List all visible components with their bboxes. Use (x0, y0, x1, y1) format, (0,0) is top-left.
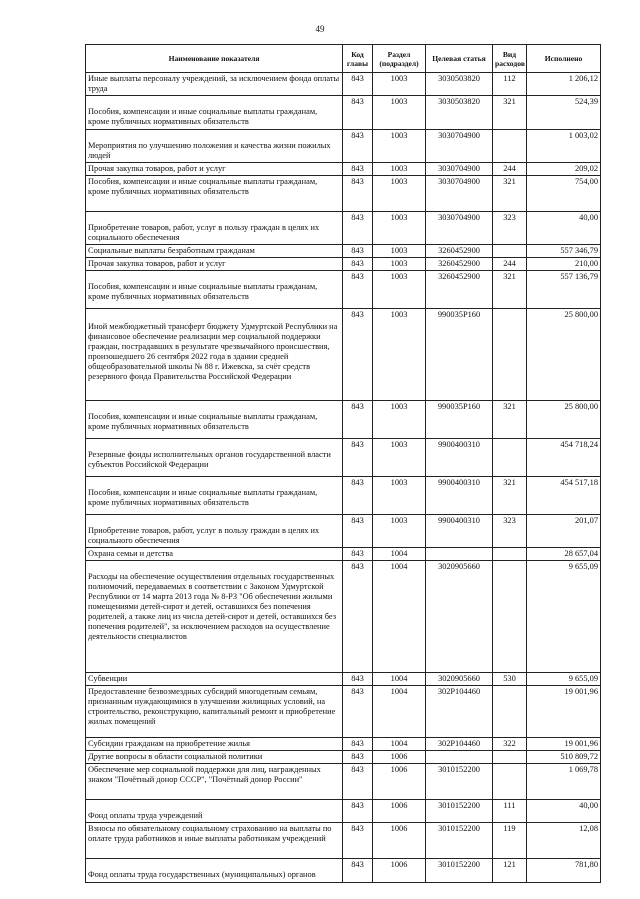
cell-code: 843 (343, 686, 373, 738)
cell-name: Резервные фонды исполнительных органов государственной власти субъектов Российской Федерации (86, 439, 343, 477)
cell-section: 1003 (373, 163, 426, 176)
cell-target: 3010152200 (426, 823, 493, 859)
cell-amount: 454 517,18 (527, 477, 601, 515)
table-row (86, 163, 601, 176)
cell-name: Обеспечение мер социальной поддержки для лиц, награжденных знаком "Почётный донор СССР", "Почётный донор России" (86, 764, 343, 800)
cell-amount: 524,39 (527, 96, 601, 130)
cell-section: 1003 (373, 258, 426, 271)
table-row (86, 686, 601, 738)
cell-amount: 40,00 (527, 800, 601, 823)
cell-expense-type: 530 (493, 673, 527, 686)
cell-section: 1003 (373, 401, 426, 439)
cell-section: 1006 (373, 859, 426, 883)
cell-target (426, 751, 493, 764)
cell-code: 843 (343, 800, 373, 823)
cell-name: Иные выплаты персоналу учреждений, за исключением фонда оплаты труда (86, 73, 343, 96)
table-row (86, 271, 601, 309)
cell-code: 843 (343, 477, 373, 515)
cell-amount: 454 718,24 (527, 439, 601, 477)
cell-section: 1003 (373, 309, 426, 401)
cell-amount: 9 655,09 (527, 561, 601, 673)
cell-name: Пособия, компенсации и иные социальные выплаты гражданам, кроме публичных нормативных обязательств (86, 401, 343, 439)
table-row (86, 738, 601, 751)
page-number: 49 (315, 24, 325, 34)
cell-expense-type: 119 (493, 823, 527, 859)
header-name: Наименование показателя (86, 45, 343, 73)
cell-section: 1004 (373, 686, 426, 738)
cell-expense-type (493, 561, 527, 673)
cell-name: Субсидии гражданам на приобретение жилья (86, 738, 343, 751)
cell-code: 843 (343, 859, 373, 883)
cell-section: 1003 (373, 176, 426, 212)
cell-amount: 1 069,78 (527, 764, 601, 800)
table-row (86, 561, 601, 673)
cell-expense-type: 121 (493, 859, 527, 883)
table-row (86, 309, 601, 401)
cell-amount: 19 001,96 (527, 738, 601, 751)
cell-target: 9900400310 (426, 439, 493, 477)
cell-expense-type: 321 (493, 477, 527, 515)
cell-code: 843 (343, 439, 373, 477)
cell-amount: 781,80 (527, 859, 601, 883)
cell-amount: 210,00 (527, 258, 601, 271)
cell-section: 1004 (373, 738, 426, 751)
cell-expense-type (493, 751, 527, 764)
cell-target: 990035Р160 (426, 309, 493, 401)
cell-section: 1006 (373, 800, 426, 823)
cell-section: 1003 (373, 245, 426, 258)
cell-name: Взносы по обязательному социальному страхованию на выплаты по оплате труда работников и иные выплаты работникам учреждений (86, 823, 343, 859)
cell-code: 843 (343, 212, 373, 245)
cell-section: 1003 (373, 271, 426, 309)
cell-code: 843 (343, 258, 373, 271)
cell-code: 843 (343, 163, 373, 176)
cell-target: 3030503820 (426, 73, 493, 96)
cell-expense-type (493, 130, 527, 163)
cell-expense-type: 321 (493, 401, 527, 439)
cell-section: 1006 (373, 823, 426, 859)
table-row (86, 764, 601, 800)
cell-expense-type: 322 (493, 738, 527, 751)
cell-name: Субвенции (86, 673, 343, 686)
table-row (86, 130, 601, 163)
cell-name: Пособия, компенсации и иные социальные выплаты гражданам, кроме публичных нормативных обязательств (86, 271, 343, 309)
cell-name: Приобретение товаров, работ, услуг в пользу граждан в целях их социального обеспечения (86, 515, 343, 548)
header-section: Раздел (подраздел) (373, 45, 426, 73)
cell-name: Приобретение товаров, работ, услуг в пользу граждан в целях их социального обеспечения (86, 212, 343, 245)
table-header-row (86, 45, 601, 73)
cell-section: 1004 (373, 548, 426, 561)
cell-code: 843 (343, 130, 373, 163)
cell-amount: 25 800,00 (527, 309, 601, 401)
cell-code: 843 (343, 73, 373, 96)
cell-code: 843 (343, 751, 373, 764)
cell-name: Пособия, компенсации и иные социальные выплаты гражданам, кроме публичных нормативных обязательств (86, 176, 343, 212)
cell-section: 1003 (373, 439, 426, 477)
cell-expense-type: 112 (493, 73, 527, 96)
cell-section: 1003 (373, 130, 426, 163)
cell-target: 3010152200 (426, 800, 493, 823)
cell-expense-type: 321 (493, 271, 527, 309)
table-row (86, 751, 601, 764)
header-code: Код главы (343, 45, 373, 73)
cell-amount: 9 655,09 (527, 673, 601, 686)
cell-name: Социальные выплаты безработным гражданам (86, 245, 343, 258)
cell-expense-type: 111 (493, 800, 527, 823)
cell-section: 1003 (373, 73, 426, 96)
cell-code: 843 (343, 823, 373, 859)
cell-code: 843 (343, 245, 373, 258)
cell-target: 3260452900 (426, 271, 493, 309)
cell-name: Мероприятия по улучшению положения и качества жизни пожилых людей (86, 130, 343, 163)
cell-target: 302Р104460 (426, 686, 493, 738)
cell-section: 1003 (373, 477, 426, 515)
cell-amount: 28 657,04 (527, 548, 601, 561)
cell-amount: 40,00 (527, 212, 601, 245)
cell-target: 3030503820 (426, 96, 493, 130)
cell-target: 3260452900 (426, 258, 493, 271)
cell-section: 1003 (373, 212, 426, 245)
cell-target: 3020905660 (426, 673, 493, 686)
header-expense-type: Вид расходов (493, 45, 527, 73)
table-row (86, 673, 601, 686)
cell-code: 843 (343, 764, 373, 800)
cell-target: 3030704900 (426, 212, 493, 245)
cell-target: 3260452900 (426, 245, 493, 258)
cell-code: 843 (343, 309, 373, 401)
table-row (86, 800, 601, 823)
cell-expense-type (493, 439, 527, 477)
cell-expense-type: 323 (493, 515, 527, 548)
cell-amount: 557 346,79 (527, 245, 601, 258)
table-row (86, 73, 601, 96)
cell-name: Фонд оплаты труда государственных (муниципальных) органов (86, 859, 343, 883)
cell-amount: 12,08 (527, 823, 601, 859)
cell-amount: 209,02 (527, 163, 601, 176)
cell-expense-type: 321 (493, 96, 527, 130)
cell-section: 1003 (373, 515, 426, 548)
cell-target: 3010152200 (426, 764, 493, 800)
cell-section: 1004 (373, 673, 426, 686)
cell-target: 3030704900 (426, 163, 493, 176)
cell-expense-type (493, 548, 527, 561)
cell-target (426, 548, 493, 561)
cell-code: 843 (343, 515, 373, 548)
cell-code: 843 (343, 96, 373, 130)
table-row (86, 823, 601, 859)
cell-name: Пособия, компенсации и иные социальные выплаты гражданам, кроме публичных нормативных обязательств (86, 477, 343, 515)
cell-section: 1003 (373, 96, 426, 130)
cell-expense-type (493, 309, 527, 401)
table-row (86, 515, 601, 548)
cell-code: 843 (343, 271, 373, 309)
budget-table (85, 44, 601, 883)
cell-expense-type (493, 245, 527, 258)
table-row (86, 439, 601, 477)
table-row (86, 212, 601, 245)
table-row (86, 548, 601, 561)
cell-amount: 25 800,00 (527, 401, 601, 439)
cell-section: 1004 (373, 561, 426, 673)
cell-name: Охрана семьи и детства (86, 548, 343, 561)
cell-name: Иной межбюджетный трансферт бюджету Удмуртской Республики на финансовое обеспечение реализации мер социальной поддержки граждан, пострадавших в результате чрезвычайного происшествия, произошедшего 26 сентября 2022 года в здании средней общеобразовательной школы № 88 г. Ижевска, за счёт средств резервного фонда Правительства Российской Федерации (86, 309, 343, 401)
cell-name: Другие вопросы в области социальной политики (86, 751, 343, 764)
cell-target: 3030704900 (426, 176, 493, 212)
cell-expense-type: 244 (493, 258, 527, 271)
table-row (86, 96, 601, 130)
cell-code: 843 (343, 561, 373, 673)
cell-target: 3020905660 (426, 561, 493, 673)
cell-name: Расходы на обеспечение осуществления отдельных государственных полномочий, передаваемых в соответствии с Законом Удмуртской Республики от 14 марта 2013 года № 8-РЗ "Об обеспечении жилыми помещениями детей-сирот и детей, оставшихся без попечения родителей, а также лиц из числа детей-сирот и детей, оставшихся без попечения родителей", за исключением расходов на осуществление деятельности специалистов (86, 561, 343, 673)
table-row (86, 258, 601, 271)
cell-amount: 510 809,72 (527, 751, 601, 764)
table-row (86, 401, 601, 439)
cell-amount: 201,07 (527, 515, 601, 548)
cell-name: Прочая закупка товаров, работ и услуг (86, 163, 343, 176)
cell-expense-type: 244 (493, 163, 527, 176)
cell-amount: 19 001,96 (527, 686, 601, 738)
cell-target: 3030704900 (426, 130, 493, 163)
cell-target: 302Р104460 (426, 738, 493, 751)
table-row (86, 245, 601, 258)
header-amount: Исполнено (527, 45, 601, 73)
cell-amount: 557 136,79 (527, 271, 601, 309)
cell-amount: 1 206,12 (527, 73, 601, 96)
cell-target: 3010152200 (426, 859, 493, 883)
cell-expense-type (493, 686, 527, 738)
cell-amount: 1 003,02 (527, 130, 601, 163)
cell-name: Фонд оплаты труда учреждений (86, 800, 343, 823)
cell-amount: 754,00 (527, 176, 601, 212)
cell-target: 9900400310 (426, 477, 493, 515)
cell-section: 1006 (373, 764, 426, 800)
cell-code: 843 (343, 548, 373, 561)
cell-code: 843 (343, 176, 373, 212)
cell-target: 9900400310 (426, 515, 493, 548)
cell-name: Прочая закупка товаров, работ и услуг (86, 258, 343, 271)
cell-expense-type: 323 (493, 212, 527, 245)
table-row (86, 859, 601, 883)
cell-target: 990035Р160 (426, 401, 493, 439)
cell-name: Пособия, компенсации и иные социальные выплаты гражданам, кроме публичных нормативных обязательств (86, 96, 343, 130)
cell-code: 843 (343, 401, 373, 439)
cell-name: Предоставление безвозмездных субсидий многодетным семьям, признанным нуждающимися в улучшении жилищных условий, на строительство, реконструкцию, капитальный ремонт и приобретение жилых помещений (86, 686, 343, 738)
header-target: Целевая статья (426, 45, 493, 73)
cell-code: 843 (343, 738, 373, 751)
table-row (86, 176, 601, 212)
cell-expense-type: 321 (493, 176, 527, 212)
cell-code: 843 (343, 673, 373, 686)
cell-expense-type (493, 764, 527, 800)
table-row (86, 477, 601, 515)
cell-section: 1006 (373, 751, 426, 764)
